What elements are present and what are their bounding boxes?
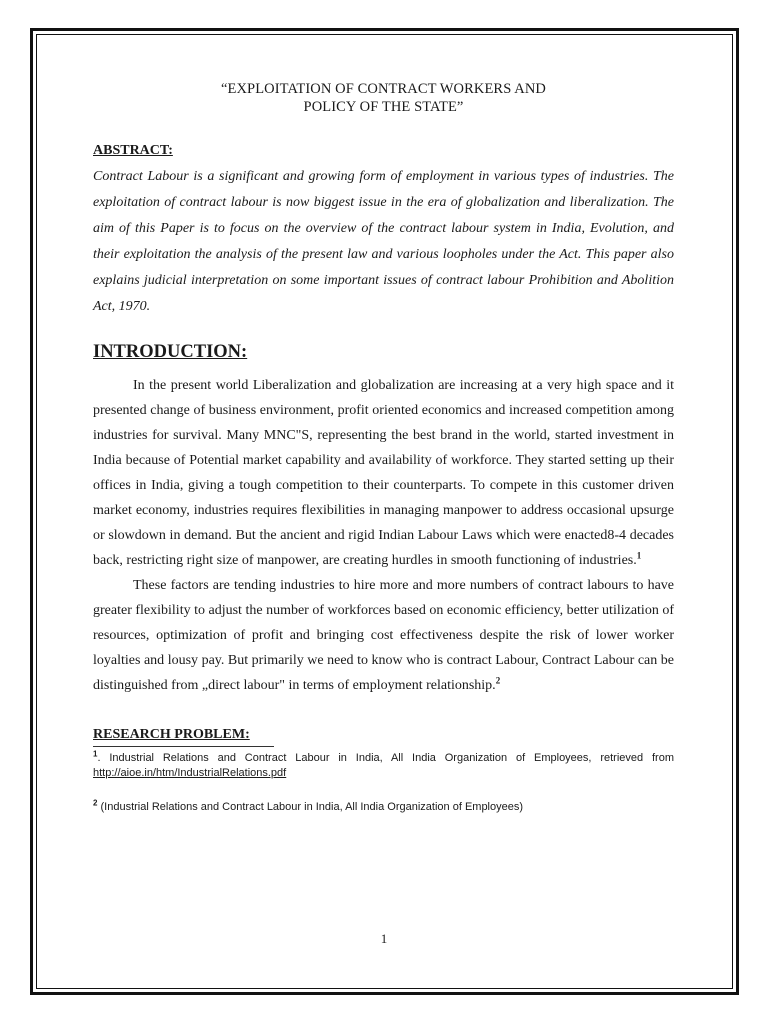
intro-paragraph-2-text: These factors are tending industries to hire more and more numbers of contract labours to have greater flexibility to adjust the number of workforces based on economic efficiency, better utilization of resources, optimization of profit and bringing cost effectiveness despite the risk of lower worker loyalties and lousy pay. But primarily we need to know who is contract Labour, Contract Labour can be distinguished from „direct labour" in terms of employment relationship. xyxy=(93,578,674,693)
footnote-1 xyxy=(93,751,674,781)
footnote-divider xyxy=(93,746,274,747)
intro-paragraph-1 xyxy=(93,373,674,573)
intro-paragraph-2 xyxy=(93,573,674,698)
abstract-heading: ABSTRACT: xyxy=(93,143,173,158)
footnote-2-text: (Industrial Relations and Contract Labour in India, All India Organization of Employees) xyxy=(97,801,524,813)
introduction-heading: INTRODUCTION: xyxy=(93,342,248,362)
footnote-2 xyxy=(93,800,674,815)
page-number: 1 xyxy=(380,931,388,946)
footnote-ref-2[interactable]: 2 xyxy=(495,675,501,686)
document-title xyxy=(93,80,674,116)
title-line-1: “EXPLOITATION OF CONTRACT WORKERS AND xyxy=(220,81,547,97)
research-problem-heading: RESEARCH PROBLEM: xyxy=(93,727,250,742)
title-line-2: POLICY OF THE STATE” xyxy=(303,99,464,115)
footnote-1-link[interactable]: http://aioe.in/htm/IndustrialRelations.pdf xyxy=(93,767,287,779)
footnote-1-marker: 1 xyxy=(93,749,98,759)
footnote-2-marker: 2 xyxy=(93,798,98,808)
intro-paragraph-1-text: In the present world Liberalization and globalization are increasing at a very high space and it presented change of business environment, profit oriented economics and increased competition among industries for survival. Many MNC"S, representing the best brand in the world, started investment in India because of Potential market capability and availability of workforce. They started setting up their offices in India, giving a tough competition to their counterparts. To compete in this customer driven market economy, industries requires flexibilities in managing manpower to address occasional upsurge or slowdown in demand. But the ancient and rigid Indian Labour Laws which were enacted8-4 decades back, restricting right size of manpower, are creating hurdles in smooth functioning of industries. xyxy=(93,378,674,568)
abstract-text: Contract Labour is a significant and growing form of employment in various types of industries. The exploitation of contract labour is now biggest issue in the era of globalization and liberalization. The aim of this Paper is to focus on the overview of the contract labour system in India, Evolution, and their exploitation the analysis of the present law and various loopholes under the Act. This paper also explains judicial interpretation on some important issues of contract labour Prohibition and Abolition Act, 1970. xyxy=(93,169,674,314)
footnote-ref-1[interactable]: 1 xyxy=(636,550,642,561)
footnote-1-text: . Industrial Relations and Contract Labour in India, All India Organization of Employees, retrieved from xyxy=(97,752,674,764)
page-content xyxy=(93,80,674,815)
